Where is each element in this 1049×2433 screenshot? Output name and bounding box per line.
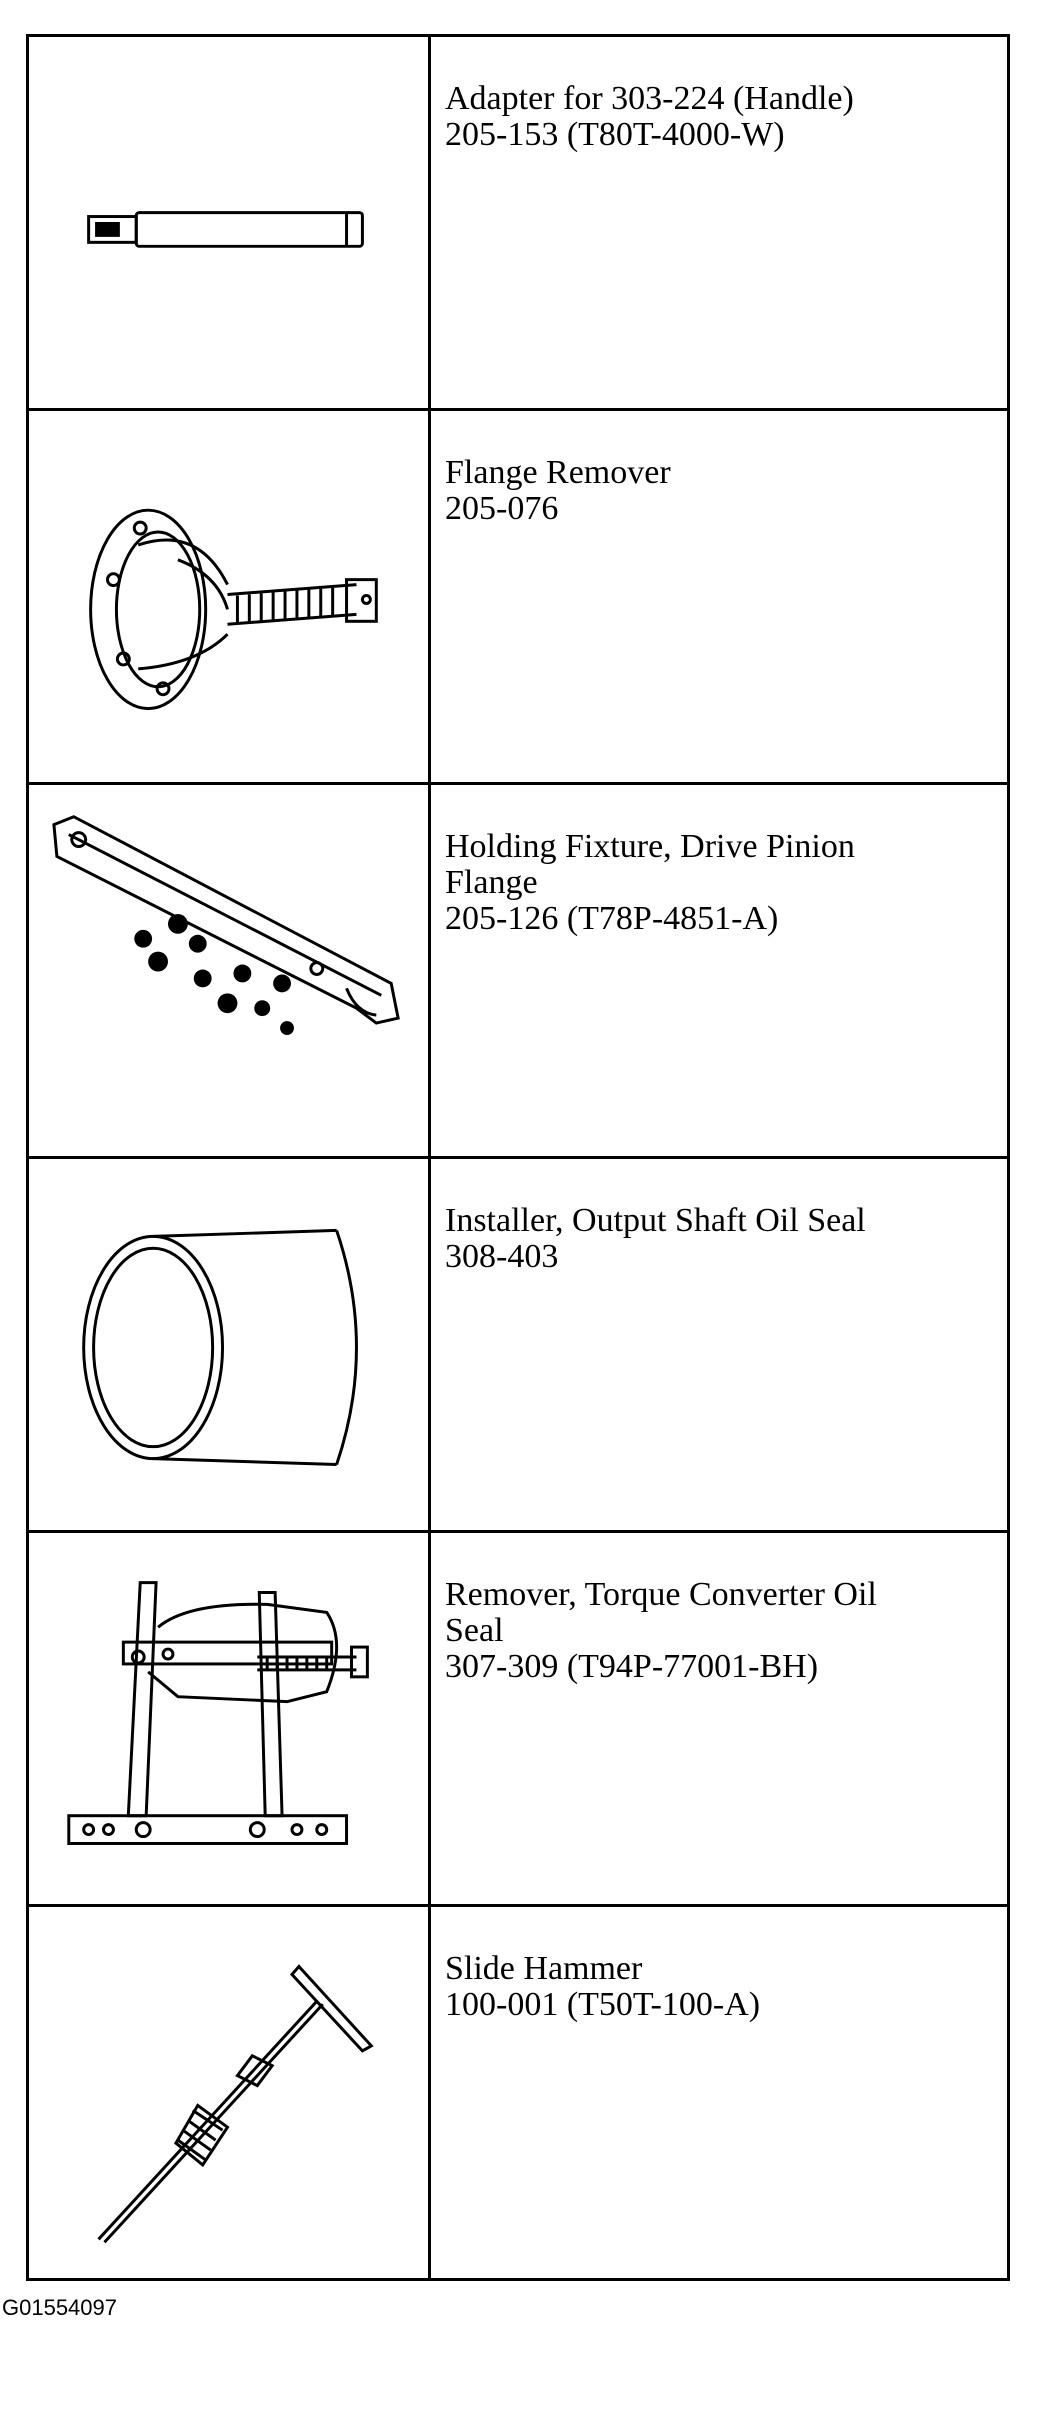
tool-name: Flange Remover bbox=[445, 454, 671, 491]
tool-name: Slide Hammer bbox=[445, 1950, 643, 1987]
tool-name: Holding Fixture, Drive Pinion bbox=[445, 828, 855, 865]
special-tools-table bbox=[26, 34, 1010, 2281]
tool-name-continued: Flange bbox=[445, 864, 538, 901]
figure-id-caption: G01554097 bbox=[2, 2295, 117, 2320]
tool-name: Remover, Torque Converter Oil bbox=[445, 1576, 877, 1613]
tool-name: Adapter for 303-224 (Handle) bbox=[445, 80, 854, 117]
tool-image-cell bbox=[28, 1532, 430, 1906]
adapter-handle-illustration bbox=[29, 37, 428, 408]
tool-description-cell bbox=[430, 784, 1009, 1158]
tool-number: 307-309 (T94P-77001-BH) bbox=[445, 1648, 819, 1685]
table-row bbox=[28, 1906, 1009, 2280]
flange-remover-illustration bbox=[29, 411, 428, 782]
holding-fixture-illustration bbox=[29, 785, 428, 1156]
tool-number: 205-126 (T78P-4851-A) bbox=[445, 900, 779, 937]
tool-image-cell bbox=[28, 36, 430, 410]
tool-image-cell bbox=[28, 1158, 430, 1532]
tool-name: Installer, Output Shaft Oil Seal bbox=[445, 1202, 866, 1239]
tool-image-cell bbox=[28, 410, 430, 784]
tool-number: 205-153 (T80T-4000-W) bbox=[445, 116, 785, 153]
tool-image-cell bbox=[28, 784, 430, 1158]
tool-description-cell bbox=[430, 1906, 1009, 2280]
tool-number: 205-076 bbox=[445, 490, 559, 527]
oil-seal-installer-illustration bbox=[29, 1159, 428, 1530]
tool-number: 308-403 bbox=[445, 1238, 559, 1275]
tool-number: 100-001 (T50T-100-A) bbox=[445, 1986, 761, 2023]
tool-description-cell bbox=[430, 1158, 1009, 1532]
tool-description-cell bbox=[430, 410, 1009, 784]
table-row bbox=[28, 1158, 1009, 1532]
tool-description-cell bbox=[430, 1532, 1009, 1906]
tool-image-cell bbox=[28, 1906, 430, 2280]
table-row bbox=[28, 410, 1009, 784]
slide-hammer-illustration bbox=[29, 1907, 428, 2278]
table-row bbox=[28, 784, 1009, 1158]
table-row bbox=[28, 36, 1009, 410]
torque-converter-seal-remover-illustration bbox=[29, 1533, 428, 1904]
tool-description-cell bbox=[430, 36, 1009, 410]
tool-name-continued: Seal bbox=[445, 1612, 504, 1649]
table-row bbox=[28, 1532, 1009, 1906]
